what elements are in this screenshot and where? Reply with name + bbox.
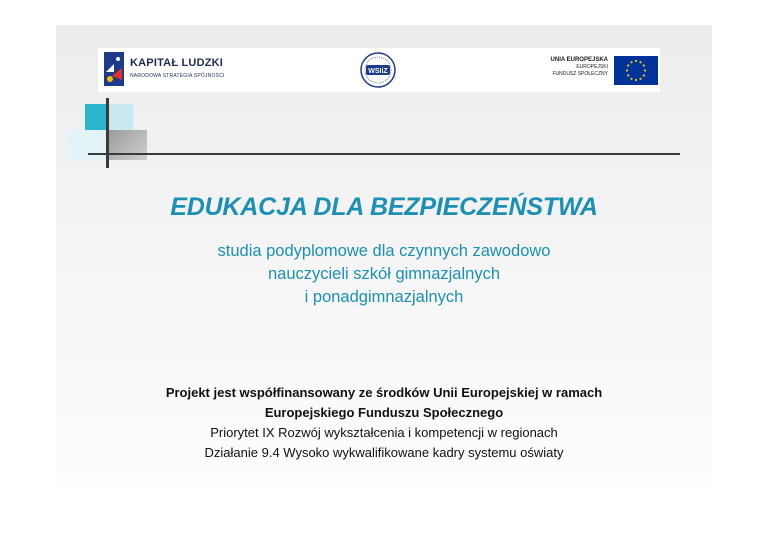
decor-square-gray bbox=[107, 130, 147, 160]
kapital-ludzki-title: KAPITAŁ LUDZKI bbox=[130, 57, 224, 69]
slide-subtitle bbox=[0, 240, 768, 309]
wsiz-emblem-icon bbox=[357, 51, 399, 89]
decor-vertical-line bbox=[106, 98, 109, 168]
subtitle-line: studia podyplomowe dla czynnych zawodowo bbox=[217, 242, 551, 260]
subtitle-line: i ponadgimnazjalnych bbox=[304, 288, 464, 306]
project-line: Europejskiego Funduszu Społecznego bbox=[264, 405, 504, 420]
eu-label bbox=[540, 56, 608, 78]
kapital-ludzki-subtitle: NARODOWA STRATEGIA SPÓJNOŚCI bbox=[130, 73, 225, 79]
project-line: Działanie 9.4 Wysoko wykwalifikowane kadry systemu oświaty bbox=[204, 445, 564, 460]
eu-flag-icon bbox=[614, 56, 658, 85]
subtitle-line: nauczycieli szkół gimnazjalnych bbox=[267, 265, 500, 283]
project-line: Priorytet IX Rozwój wykształcenia i kompetencji w regionach bbox=[210, 425, 558, 440]
slide-title: EDUKACJA DLA BEZPIECZEŃSTWA bbox=[170, 193, 598, 221]
eu-label-line3: FUNDUSZ SPOŁECZNY bbox=[552, 71, 608, 77]
project-line: Projekt jest współfinansowany ze środków Unii Europejskiej w ramach bbox=[165, 385, 603, 400]
kapital-ludzki-logo-icon bbox=[102, 50, 126, 88]
decor-square-light bbox=[107, 104, 133, 130]
decor-square-pale bbox=[68, 130, 106, 160]
header-divider bbox=[88, 153, 680, 155]
wsiz-logo-text: WSIiZ bbox=[368, 68, 388, 75]
eu-label-line2: EUROPEJSKI bbox=[576, 64, 608, 70]
eu-label-line1: UNIA EUROPEJSKA bbox=[550, 57, 608, 63]
decor-square-cyan bbox=[85, 104, 107, 130]
project-funding-info bbox=[0, 383, 768, 463]
